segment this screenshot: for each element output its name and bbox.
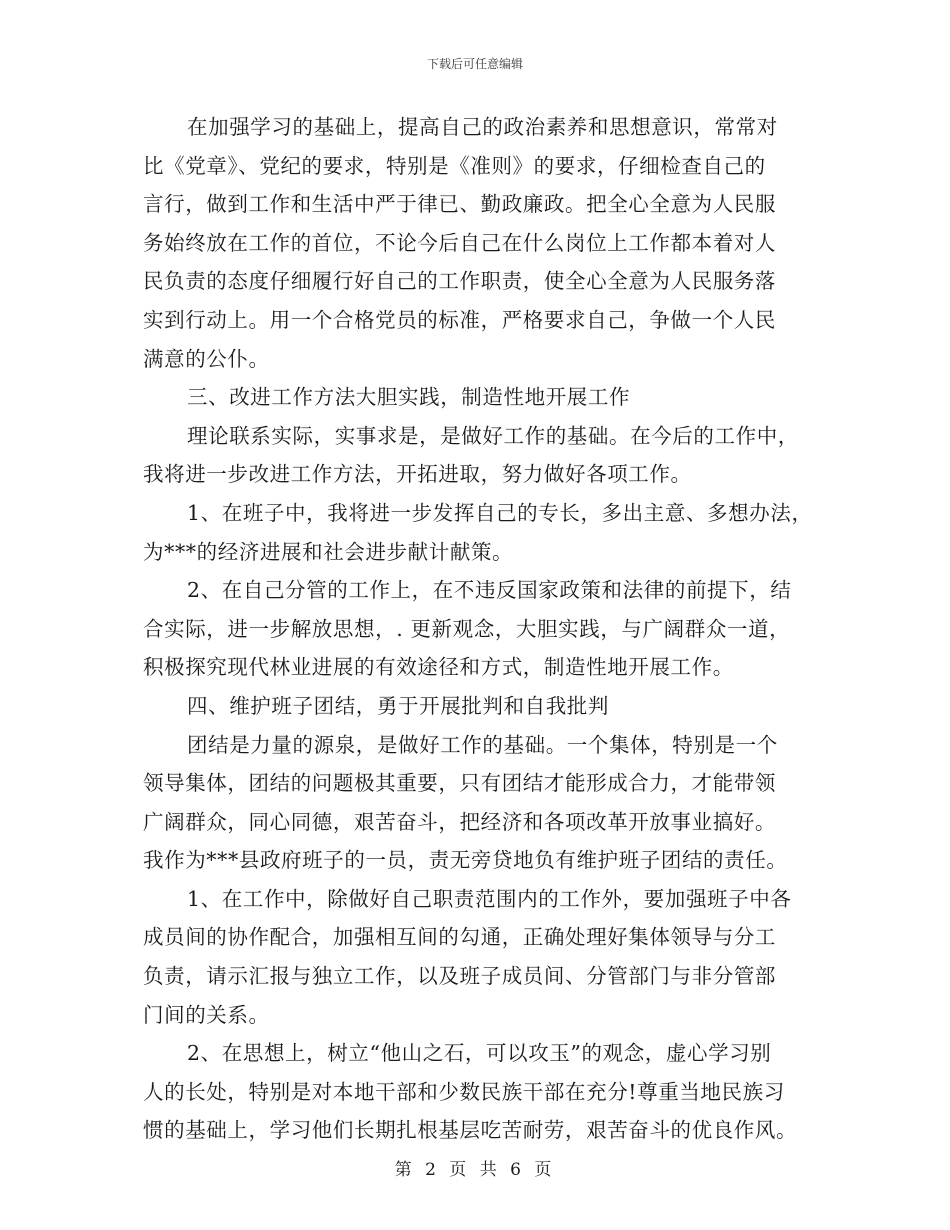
text-line: 成员间的协作配合，加强相互间的勾通，正确处理好集体领导与分工 bbox=[143, 925, 776, 950]
text-line: 合实际，进一步解放思想，. 更新观念，大胆实践，与广阔群众一道， bbox=[143, 616, 791, 641]
page-footer: 第 2 页 共 6 页 bbox=[394, 1160, 556, 1180]
text-line: 四、维护班子团结，勇于开展批判和自我批判 bbox=[187, 693, 609, 718]
text-line: 1、在工作中，除做好自己职责范围内的工作外，要加强班子中各 bbox=[187, 886, 792, 911]
text-line: 三、改进工作方法大胆实践，制造性地开展工作 bbox=[187, 385, 631, 410]
text-line: 人的长处，特别是对本地干部和少数民族干部在充分!尊重当地民族习 bbox=[143, 1079, 785, 1104]
text-line: 2、在自己分管的工作上，在不违反国家政策和法律的前提下，结 bbox=[187, 578, 792, 603]
text-line: 门间的关系。 bbox=[143, 1002, 270, 1027]
text-line: 比《党章》、党纪的要求，特别是《准则》的要求，仔细检查自己的 bbox=[143, 153, 766, 178]
text-line: 实到行动上。用一个合格党员的标准，严格要求自己，争做一个人民 bbox=[143, 307, 776, 332]
text-line: 惯的基础上，学习他们长期扎根基层吃苦耐劳，艰苦奋斗的优良作风。 bbox=[143, 1118, 798, 1143]
text-line: 领导集体，团结的问题极其重要，只有团结才能形成合力，才能带领 bbox=[143, 771, 776, 796]
text-line: 理论联系实际，实事求是，是做好工作的基础。在今后的工作中， bbox=[187, 423, 799, 448]
text-line: 负责，请示汇报与独立工作，以及班子成员间、分管部门与非分管部 bbox=[143, 964, 776, 989]
text-line: 团结是力量的源泉，是做好工作的基础。一个集体，特别是一个 bbox=[187, 732, 778, 757]
text-line: 满意的公仆。 bbox=[143, 346, 270, 371]
text-line: 广阔群众，同心同德，艰苦奋斗，把经济和各项改革开放事业搞好。 bbox=[143, 809, 776, 834]
text-line: 为***的经济进展和社会进步献计献策。 bbox=[143, 539, 514, 564]
text-line: 言行，做到工作和生活中严于律已、勤政廉政。把全心全意为人民服 bbox=[143, 192, 776, 217]
text-line: 我将进一步改进工作方法，开拓进取，努力做好各项工作。 bbox=[143, 462, 692, 487]
text-line: 在加强学习的基础上，提高自己的政治素养和思想意识，常常对 bbox=[187, 115, 778, 139]
page-header: 下载后可任意编辑 bbox=[426, 57, 523, 71]
text-line: 民负责的态度仔细履行好自己的工作职责，使全心全意为人民服务落 bbox=[143, 269, 776, 294]
text-line: 我作为***县政府班子的一员，责无旁贷地负有维护班子团结的责任。 bbox=[143, 848, 788, 873]
document-body bbox=[143, 108, 813, 1150]
text-line: 1、在班子中，我将进一步发挥自己的专长，多出主意、多想办法， bbox=[187, 500, 813, 525]
text-line: 务始终放在工作的首位，不论今后自己在什么岗位上工作都本着对人 bbox=[143, 230, 776, 255]
text-line: 积极探究现代林业进展的有效途径和方式，制造性地开展工作。 bbox=[143, 655, 734, 680]
text-line: 2、在思想上，树立“他山之石，可以攻玉”的观念，虚心学习别 bbox=[187, 1041, 772, 1066]
